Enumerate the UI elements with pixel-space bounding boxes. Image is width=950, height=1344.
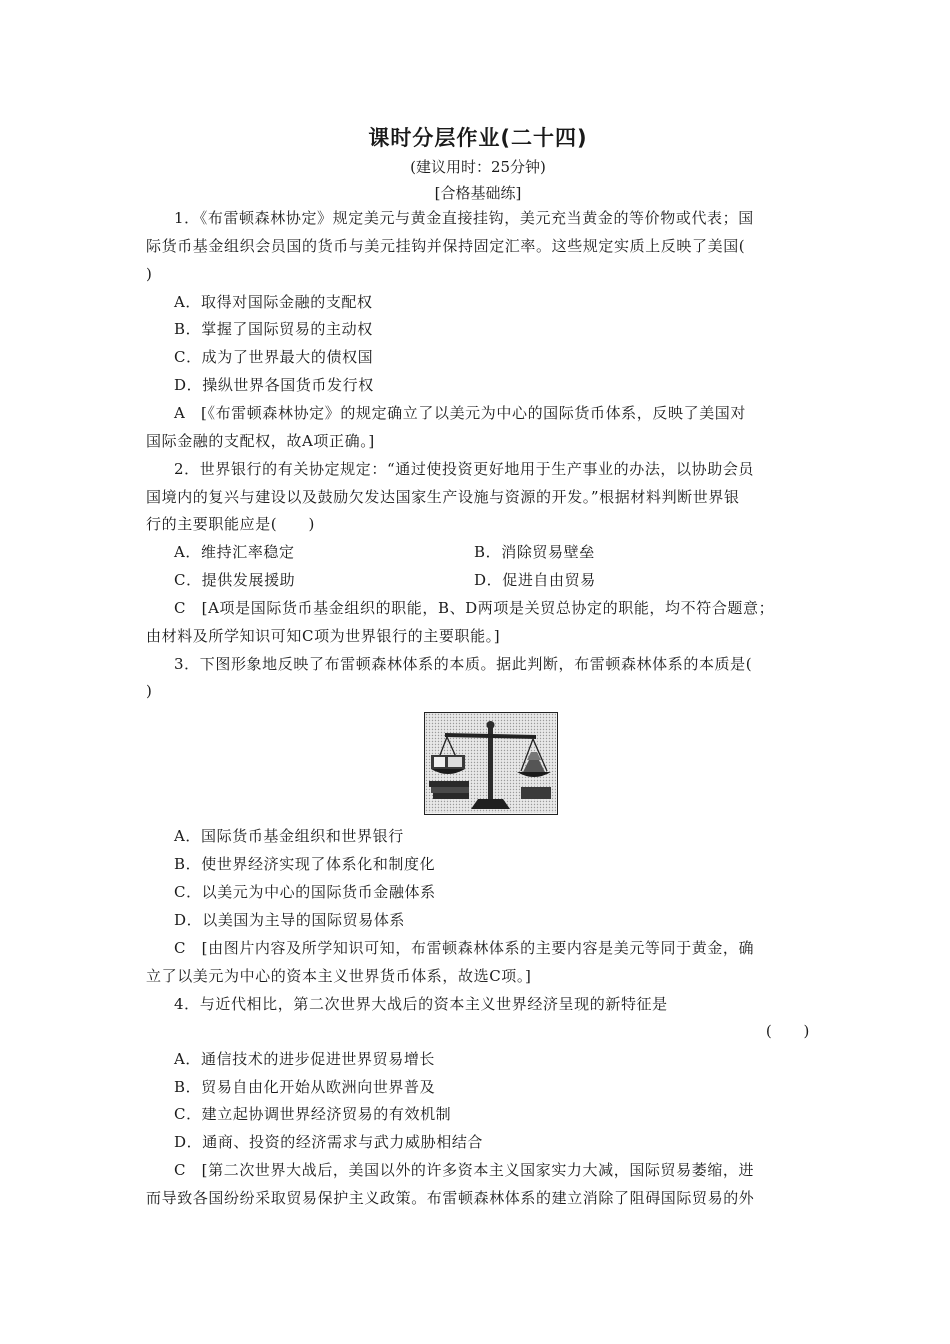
- q3-stem-line2: ): [146, 682, 153, 700]
- q1-answer-line1: A [《布雷顿森林协定》的规定确立了以美元为中心的国际货币体系，反映了美国对: [174, 404, 746, 422]
- q3-option-a: A．国际货币基金组织和世界银行: [174, 827, 404, 845]
- q2-stem-line2: 国境内的复兴与建设以及鼓励欠发达国家生产设施与资源的开发。”根据材料判断世界银: [146, 488, 740, 506]
- q3-option-b: B．使世界经济实现了体系化和制度化: [174, 855, 436, 873]
- q3-option-d: D．以美国为主导的国际贸易体系: [174, 911, 406, 929]
- page-title: 课时分层作业(二十四): [368, 126, 588, 150]
- q2-answer-line1: C [A项是国际货币基金组织的职能，B、D两项是关贸总协定的职能，均不符合题意；: [174, 599, 775, 617]
- q1-option-c: C．成为了世界最大的债权国: [174, 348, 374, 366]
- q4-answer-line2: 而导致各国纷纷采取贸易保护主义政策。布雷顿森林体系的建立消除了阻碍国际贸易的外: [146, 1189, 755, 1207]
- q1-stem-line2: 际货币基金组织会员国的货币与美元挂钩并保持固定汇率。这些规定实质上反映了美国(: [146, 237, 746, 255]
- q4-answer-bracket: ( ): [765, 1022, 810, 1040]
- suggested-time: (建议用时：25分钟): [410, 158, 546, 176]
- q3-stem-line1: 3．下图形象地反映了布雷顿森林体系的本质。据此判断，布雷顿森林体系的本质是(: [174, 655, 753, 673]
- section-heading: [合格基础练]: [434, 184, 522, 202]
- q4-stem-line1: 4．与近代相比，第二次世界大战后的资本主义世界经济呈现的新特征是: [174, 995, 668, 1013]
- q2-option-b: B．消除贸易壁垒: [474, 543, 595, 561]
- q4-option-c: C．建立起协调世界经济贸易的有效机制: [174, 1105, 452, 1123]
- q4-option-b: B．贸易自由化开始从欧洲向世界普及: [174, 1078, 436, 1096]
- q1-option-d: D．操纵世界各国货币发行权: [174, 376, 374, 394]
- q4-option-a: A．通信技术的进步促进世界贸易增长: [174, 1050, 436, 1068]
- q3-answer-line1: C [由图片内容及所学知识可知，布雷顿森林体系的主要内容是美元等同于黄金，确: [174, 939, 755, 957]
- q4-option-d: D．通商、投资的经济需求与武力威胁相结合: [174, 1133, 484, 1151]
- q1-stem-line3: ): [146, 265, 153, 283]
- q1-option-a: A．取得对国际金融的支配权: [174, 293, 373, 311]
- q2-option-d: D．促进自由贸易: [474, 571, 596, 589]
- balance-scale-illustration: [424, 712, 558, 815]
- q4-answer-line1: C [第二次世界大战后，美国以外的许多资本主义国家实力大减，国际贸易萎缩，进: [174, 1161, 755, 1179]
- q2-option-c: C．提供发展援助: [174, 571, 296, 589]
- q1-stem-line1: 1．《布雷顿森林协定》规定美元与黄金直接挂钩，美元充当黄金的等价物或代表；国: [174, 209, 754, 227]
- q1-answer-line2: 国际金融的支配权，故A项正确。]: [146, 432, 375, 450]
- q3-option-c: C．以美元为中心的国际货币金融体系: [174, 883, 436, 901]
- q1-option-b: B．掌握了国际贸易的主动权: [174, 320, 373, 338]
- q2-answer-line2: 由材料及所学知识可知C项为世界银行的主要职能。]: [146, 627, 501, 645]
- q2-stem-line3: 行的主要职能应是( ): [146, 515, 315, 533]
- q3-answer-line2: 立了以美元为中心的资本主义世界货币体系，故选C项。]: [146, 967, 532, 985]
- q2-stem-line1: 2．世界银行的有关协定规定：“通过使投资更好地用于生产事业的办法，以协助会员: [174, 460, 755, 478]
- q2-option-a: A．维持汇率稳定: [174, 543, 295, 561]
